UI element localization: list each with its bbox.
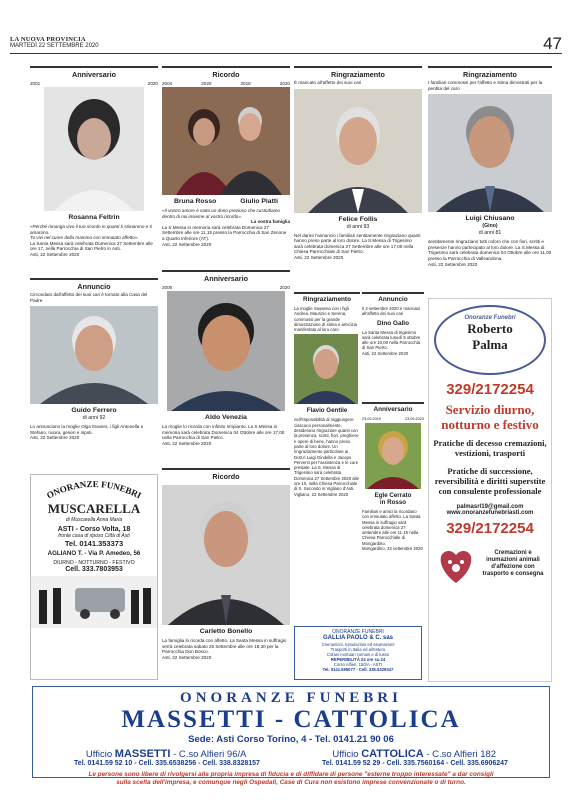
notice-text: «Il vostro amore è stato un dono prezioso che custodiamo dentro di noi insieme al vostro ricordo». La vostra famiglia La S.Messa in memoria sarà celebrata Domenica 27 Settembre alle ore 11,15 presso la Parrocchia di San Zenone a Quarto Inferiore (AT). Asti, 22 Settembre 2020 <box>162 208 290 247</box>
deceased-name: Dino Gallo <box>377 319 409 327</box>
ad-service: Servizio diurno, notturno e festivo <box>441 402 539 432</box>
ad-subtitle: di Muscarella Anna Maria <box>65 517 123 523</box>
portrait-image <box>30 306 158 404</box>
deceased-name: Felice Follis <box>338 215 378 223</box>
portrait-image <box>365 423 421 489</box>
portrait-photo <box>365 423 421 489</box>
notice-text: nell'impossibilità di raggiungere ciascuno personalmente, desiderano ringraziare quanti con la presenza, scritti, fiori, preghiere e opere di bene, hanno preso parte al loro dolore. Un ringraziamento particolare ai Dott.ri Luigi Gindella e Jacopo Perversi per l'assistenza e le cure prestate. La S. Messa di Trigesimo sarà celebrata Domenica 27 Settembre 2020 alle ore 10, nella Chiesa Parrocchiale di S. Secondo in Vigliano d'Asti. Vigliano, 22 Settembre 2020 <box>294 417 359 497</box>
notice-heading: Ringraziamento <box>294 292 360 306</box>
ad-muscarella <box>30 474 158 680</box>
portrait-photo <box>294 334 358 404</box>
notice-intro: La moglie Susanna con i figli Andrea, Maurizio e Serena, commossi per la grande dimostrazione di stima e amicizia manifestata al loro caro <box>294 306 358 333</box>
portrait-photo <box>30 306 158 404</box>
deceased-name: Aldo Venezia <box>205 414 247 421</box>
notice-dates: 2001 2020 <box>30 81 158 86</box>
notice-heading: Ringraziamento <box>428 66 552 80</box>
portrait-photo <box>428 94 552 212</box>
notice-text: Familiari e amici la ricordano con immutato affetto. La Santa Messa in suffragio sarà celebrata domenica 27 settembre alle ore 11.15 nella Chiesa Parrocchiale di Mongardino. Mongardino, 22 settembre 2020 <box>362 509 423 552</box>
ad-address-agliano: AGLIANO T. - Via P. Amedeo, 56 <box>47 550 141 557</box>
ad-pet-text: Cremazioni e inumazioni animali d'affezione con trasporto e consegna <box>482 550 544 577</box>
header-rule <box>10 53 562 54</box>
notice-heading: Ringraziamento <box>294 66 422 80</box>
ad-address-note: fronte casa di riposo Città di Asti <box>58 533 130 539</box>
deceased-names: Bruna Rosso Giulio Piatti <box>173 198 278 205</box>
notice-text: La Santa Messa di trigesimo sarà celebrata lunedì 5 ottobre alle ore 10,00 nella Parrocchia di San Pietro. Asti, 22 Settembre 2020 <box>362 329 421 356</box>
portrait-image <box>428 94 552 212</box>
banner-disclaimer: Le persone sono libere di rivolgersi alla propria impresa di fiducia e di diffidare di persone "esterne troppo interessate" a dar consigli sulla scelta dell'impresa, e comunque negli Ospedali, Case di Cura non esistono imprese convenzionate o di turno. <box>88 771 494 786</box>
deceased-name: Guido Ferrero <box>71 407 117 415</box>
portrait-photo <box>167 291 285 411</box>
notice-text: Nel darne l'annuncio i familiari sentitamente ringraziano quanti hanno preso parte al loro dolore. La S.Messa di Trigesimo sarà celebrata domenica 27 Settembre alle ore 17,00 nella Chiesa Parrocchiale di San Pietro. Asti, 22 Settembre 2020 <box>294 232 421 260</box>
deceased-name: Carletto Bonello <box>199 628 253 635</box>
ad-title: ONORANZE FUNEBRI <box>332 629 384 635</box>
ad-pet-service <box>433 541 547 587</box>
notice-intro: È mancato all'affetto dei suoi cari <box>294 80 362 85</box>
office-cattolica: Ufficio CATTOLICA - C.so Alfieri 182 <box>332 748 497 760</box>
portrait-photo <box>162 485 290 625</box>
notice-heading: Anniversario <box>162 270 290 284</box>
staff-car-photo <box>31 576 157 628</box>
notice-guido-ferrero <box>30 278 158 472</box>
banner-phones: Tel. 0141.59 52 10 - Cell. 335.6538256 - Cell. 338.8328157 Tel. 0141.59 52 29 - Cell. 335.7560164 - Cell. 335.6906247 <box>74 760 508 767</box>
portrait-image <box>162 485 290 625</box>
deceased-age: di anni 92 <box>82 415 106 422</box>
portrait-image <box>294 89 422 213</box>
ad-services: Cremazioni, tumulazioni ed esumazioni Trasporti in Italia ed all'estero Cofani mortuari comuni e di lusso REPERIBILITÀ 24 ore su 24 Corso Alfieri, 150/A - ASTI Tel. 0141.595077 - Cell. 335.5329347 <box>321 642 395 672</box>
notice-dates: 23.09.2019 23.09.2020 <box>362 417 424 421</box>
notice-rosso-piatti <box>162 66 290 268</box>
ad-brand: GALLIA PAOLO & C. sas <box>322 635 393 641</box>
notice-text: «Perché rimanga vivo il tuo ricordo in quanti ti stimarono e ti amarono. Tu vivi nel cuore della mamma con immutato affetto». La Santa Messa sarà celebrata Domenica 27 Settembre alle ore 17, nella Parrocchia di San Pietro in Asti. Asti, 22 Settembre 2020 <box>30 224 153 257</box>
ad-address-asti: ASTI - Corso Volta, 18 <box>57 526 131 533</box>
notice-heading: Annuncio <box>362 292 424 306</box>
notice-flavio-gentile <box>294 292 360 622</box>
page-number: 47 <box>543 34 562 53</box>
ad-service-hours: DIURNO - NOTTURNO - FESTIVO <box>53 560 135 566</box>
svg-text:ONORANZE FUNEBRI: ONORANZE FUNEBRI <box>45 478 143 501</box>
banner-title: ONORANZE FUNEBRI <box>180 690 402 706</box>
deceased-name: Flavio Gentile <box>306 407 348 415</box>
notice-heading: Anniversario <box>362 402 424 416</box>
notice-carletto-bonello <box>162 468 290 682</box>
couple-image <box>162 87 290 195</box>
portrait-photo <box>44 87 144 211</box>
notice-intro: Il 2 settembre 2020 è mancato all'affetto dei suoi cari <box>362 306 421 317</box>
notice-text: La moglie lo ricorda con infinito rimpianto. La S.Messa in memoria sarà celebrata Domenica 04 Ottobre alle ore 17,00 nella Parrocchia di San Pietro. Asti, 22 Settembre 2020 <box>162 424 285 446</box>
ad-practices-succession: Pratiche di successione, reversibilità e diritti superstite con consulente professionale <box>434 466 546 496</box>
notice-dates: 2000 2020 <box>162 285 290 290</box>
ad-website: www.onoranzefunebriasti.com <box>446 510 534 516</box>
ad-practices-death: Pratiche di decesso cremazioni, vestizioni, trasporti <box>433 438 547 458</box>
issue-date: MARTEDÌ 22 SETTEMBRE 2020 <box>10 43 99 49</box>
portrait-image <box>294 334 358 404</box>
deceased-name: Egle Cerrato <box>374 492 412 499</box>
ad-logo-name2: Palma <box>472 337 508 352</box>
notice-heading: Ricordo <box>162 66 290 80</box>
deceased-name: Luigi Chiusano <box>465 215 515 223</box>
notice-text: sentitamente ringraziano tutti coloro che con fiori, scritti e presenze hanno partecipato al loro dolore. La S.Messa di Trigesimo sarà celebrata domenica 04 Ottobre alle ore 11,00 presso la Parrocchia di Valleandona. Asti, 22 Settembre 2020 <box>428 239 552 267</box>
notice-heading: Annuncio <box>30 278 158 292</box>
ad-phone-secondary: 329/2172254 <box>446 520 534 537</box>
ad-logo-name1: Roberto <box>467 321 513 336</box>
notice-text: La famiglia lo ricorda con affetto. La Santa Messa in suffragio verrà celebrata sabato 26 Settembre alle ore 18,30 per la Parrocchia Don Bosco. Asti, 22 Settembre 2020 <box>162 638 287 660</box>
ad-cell: Cell. 333.7803953 <box>65 566 123 573</box>
paw-heart-icon <box>433 541 479 587</box>
notice-felice-follis <box>294 66 422 286</box>
ad-logo-arc: Onoranze Funebri <box>464 315 516 321</box>
masthead <box>10 36 99 50</box>
portrait-image <box>44 87 144 211</box>
deceased-married-name: in Rosso <box>379 499 407 506</box>
ad-massetti-cattolica <box>32 686 550 786</box>
notice-intro: Circondato dall'affetto dei suoi cari è tornato alla Casa del Padre <box>30 292 148 303</box>
ad-gallia <box>294 626 422 680</box>
portrait-image <box>167 291 285 411</box>
notice-heading: Anniversario <box>30 66 158 80</box>
portrait-photo <box>294 89 422 213</box>
notice-dates: 2004 2020 2018 2020 <box>162 81 290 86</box>
ad-phone: 329/2172254 <box>446 381 534 398</box>
deceased-name: Rosanna Feltrin <box>68 214 120 221</box>
notice-luigi-chiusano <box>428 66 552 292</box>
ad-logo-oval <box>434 305 546 375</box>
deceased-nickname: (Gino) <box>482 223 498 230</box>
notice-aldo-venezia <box>162 270 290 460</box>
notice-heading: Ricordo <box>162 468 290 482</box>
newspaper-name: LA NUOVA PROVINCIA <box>10 36 86 43</box>
ad-brand: MUSCARELLA <box>47 501 141 516</box>
banner-offices <box>33 748 549 760</box>
ad-roberto-palma <box>428 298 552 682</box>
banner-brand: MASSETTI - CATTOLICA <box>121 706 461 733</box>
office-massetti: Ufficio MASSETTI - C.so Alfieri 96/A <box>85 748 247 760</box>
notice-egle-cerrato <box>362 402 424 626</box>
banner-headquarters: Sede: Asti Corso Torino, 4 - Tel. 0141.21 90 06 <box>188 734 394 745</box>
ad-phone: Tel. 0141.353373 <box>64 539 124 548</box>
notice-dino-gallo <box>362 292 424 400</box>
notice-intro: I familiari commossi per l'affetto e stima dimostrati per la perdita del caro <box>428 80 543 91</box>
couple-photo <box>162 87 290 195</box>
notice-text: Lo annunciano la moglie Olga Itravers, i figli Antonella e Stefano, nuora, generi e nipoti. Asti, 22 Settembre 2020 <box>30 424 144 441</box>
notice-rosanna-feltrin <box>30 66 158 276</box>
deceased-age: di anni 93 <box>346 223 370 230</box>
deceased-age: di anni 81 <box>478 230 502 237</box>
ad-email: palmasrl19@gmail.com <box>456 504 524 510</box>
